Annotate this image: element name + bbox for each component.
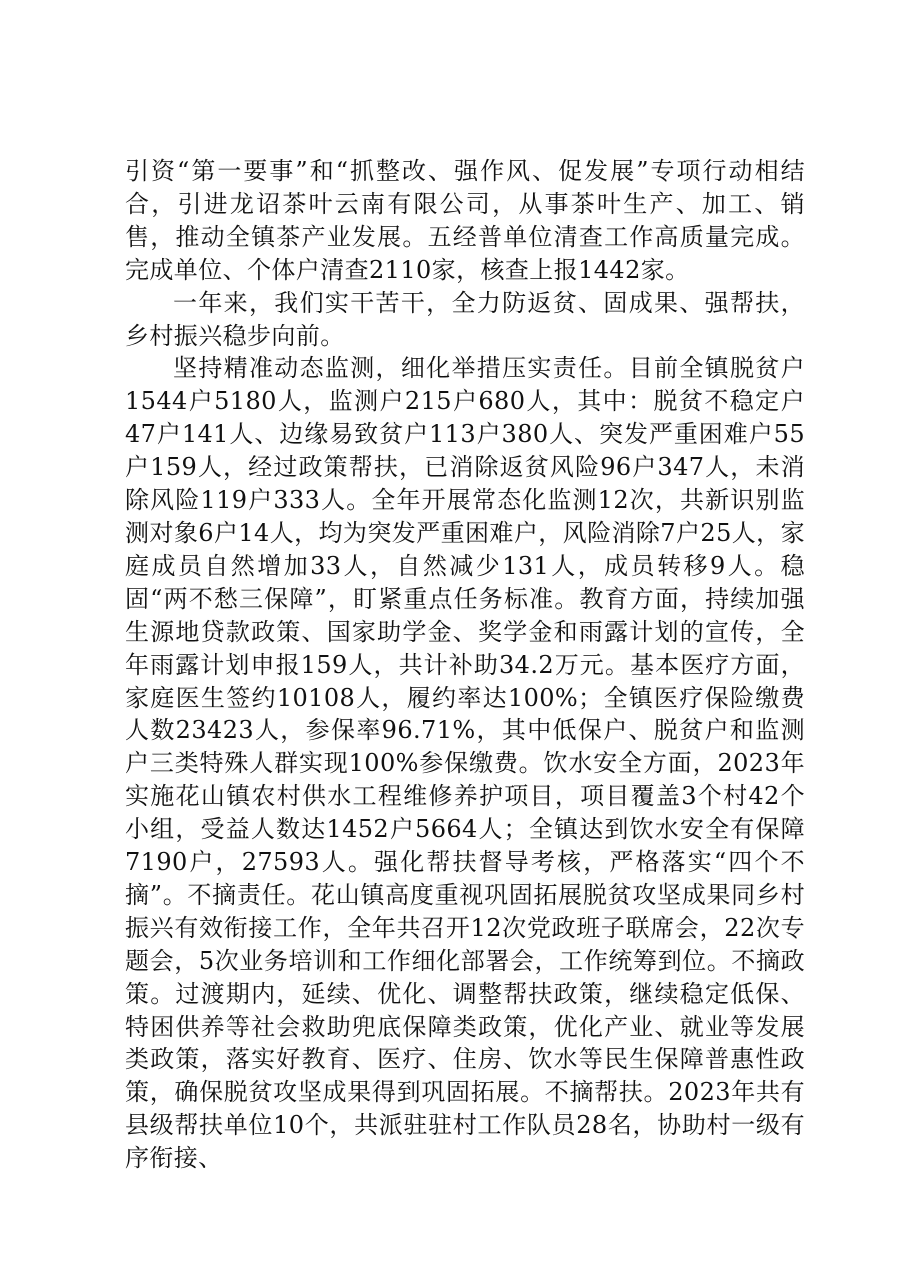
paragraph-2: 一年来，我们实干苦干，全力防返贫、固成果、强帮扶，乡村振兴稳步向前。 (125, 288, 805, 350)
paragraph-1: 引资“第一要事”和“抓整改、强作风、促发展”专项行动相结合，引进龙诏茶叶云南有限公司，从事茶叶生产、加工、销售，推动全镇茶产业发展。五经普单位清查工作高质量完成。完成单位、个体户清查2110家，核查上报1442家。 (125, 157, 805, 284)
body-text (125, 155, 805, 1175)
paragraph-3: 坚持精准动态监测，细化举措压实责任。目前全镇脱贫户1544户5180人，监测户215户680人，其中：脱贫不稳定户47户141人、边缘易致贫户113户380人、突发严重困难户55户159人，经过政策帮扶，已消除返贫风险96户347人，未消除风险119户333人。全年开展常态化监测12次，共新识别监测对象6户14人，均为突发严重困难户，风险消除7户25人，家庭成员自然增加33人，自然减少131人，成员转移9人。稳固“两不愁三保障”，盯紧重点任务标准。教育方面，持续加强生源地贷款政策、国家助学金、奖学金和雨露计划的宣传，全年雨露计划申报159人，共计补助34.2万元。基本医疗方面，家庭医生签约10108人，履约率达100%；全镇医疗保险缴费人数23423人，参保率96.71%，其中低保户、脱贫户和监测户三类特殊人群实现100%参保缴费。饮水安全方面，2023年实施花山镇农村供水工程维修养护项目，项目覆盖3个村42个小组，受益人数达1452户5664人；全镇达到饮水安全有保障7190户，27593人。强化帮扶督导考核，严格落实“四个不摘”。不摘责任。花山镇高度重视巩固拓展脱贫攻坚成果同乡村振兴有效衔接工作，全年共召开12次党政班子联席会，22次专题会，5次业务培训和工作细化部署会，工作统筹到位。不摘政策。过渡期内，延续、优化、调整帮扶政策，继续稳定低保、特困供养等社会救助兜底保障类政策，优化产业、就业等发展类政策，落实好教育、医疗、住房、饮水等民生保障普惠性政策，确保脱贫攻坚成果得到巩固拓展。不摘帮扶。2023年共有县级帮扶单位10个，共派驻驻村工作队员28名，协助村一级有序衔接、 (125, 354, 805, 1173)
